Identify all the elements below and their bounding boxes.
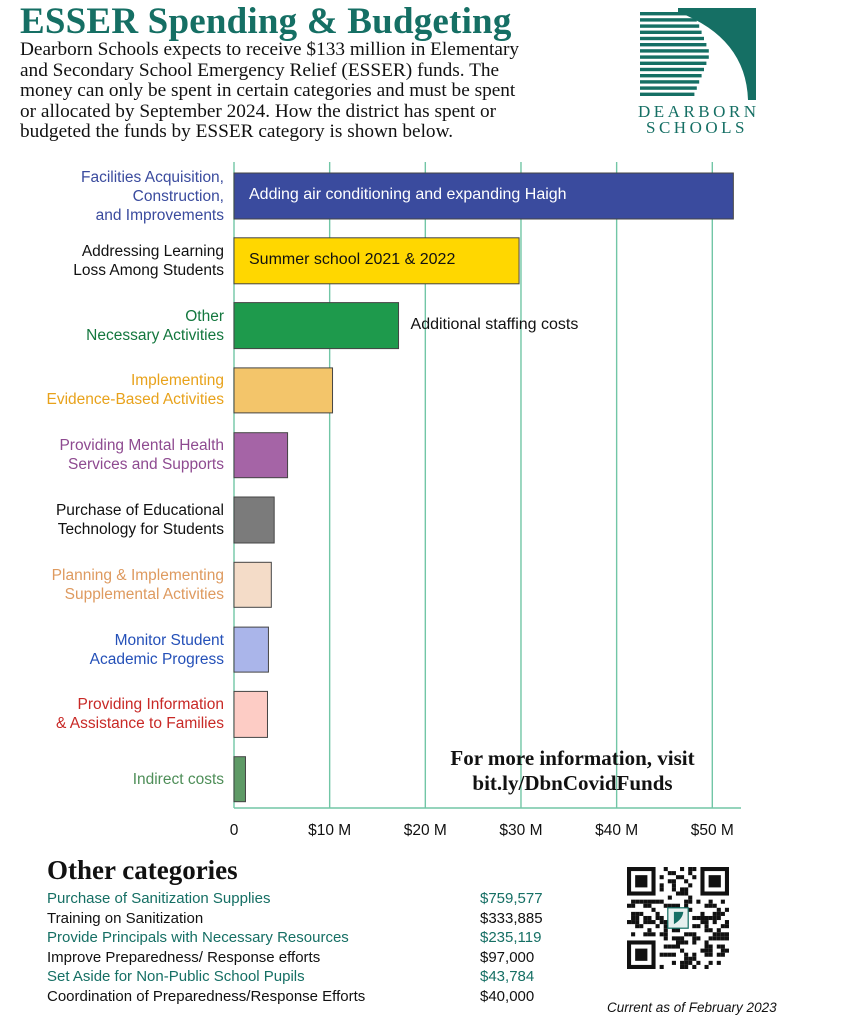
other-category-row <box>47 929 587 948</box>
qr-module <box>688 900 692 904</box>
qr-module <box>676 904 680 908</box>
qr-module <box>651 908 655 912</box>
qr-module <box>700 912 704 916</box>
category-label: Other <box>185 307 224 325</box>
qr-module <box>709 945 713 949</box>
qr-module <box>709 904 713 908</box>
qr-module <box>705 965 709 969</box>
qr-module <box>664 932 668 936</box>
qr-module <box>700 920 704 924</box>
qr-module <box>680 867 684 871</box>
category-label: & Assistance to Families <box>56 715 224 733</box>
bar <box>234 303 399 349</box>
qr-module <box>631 904 635 908</box>
x-tick-label: $10 M <box>308 822 352 839</box>
qr-module <box>672 953 676 957</box>
more-info <box>400 746 745 796</box>
other-category-amount: $43,784 <box>480 968 535 985</box>
category-label: Planning & Implementing <box>51 566 224 584</box>
category-label: Necessary Activities <box>86 326 224 344</box>
qr-module <box>725 924 729 928</box>
qr-module <box>639 900 643 904</box>
other-category-amount: $40,000 <box>480 987 535 1005</box>
qr-module <box>692 957 696 961</box>
category-label: Providing Mental Health <box>59 437 224 455</box>
qr-module <box>721 936 725 940</box>
bar-annotation: Adding air conditioning and expanding Haigh <box>249 186 567 203</box>
qr-module <box>647 932 651 936</box>
other-category-name: Provide Principals with Necessary Resources <box>47 929 349 946</box>
logo-stripe <box>640 68 704 71</box>
category-label: Addressing Learning <box>81 242 224 260</box>
qr-module <box>709 900 713 904</box>
qr-module <box>684 965 688 969</box>
qr-module <box>660 916 664 920</box>
qr-module <box>651 932 655 936</box>
qr-module <box>676 875 680 879</box>
logo-stripe <box>640 49 709 52</box>
current-as-of: Current as of February 2023 <box>607 1000 777 1015</box>
qr-module <box>692 924 696 928</box>
qr-module <box>643 904 647 908</box>
qr-module <box>660 875 664 879</box>
qr-module <box>672 883 676 887</box>
other-category-amount: $333,885 <box>480 909 543 927</box>
qr-module <box>672 887 676 891</box>
qr-module <box>688 957 692 961</box>
qr-module <box>717 936 721 940</box>
qr-module <box>680 961 684 965</box>
qr-module <box>709 949 713 953</box>
qr-module <box>664 904 668 908</box>
qr-module <box>651 920 655 924</box>
qr-module <box>705 920 709 924</box>
qr-module <box>692 916 696 920</box>
qr-module <box>643 916 647 920</box>
x-tick-label: $50 M <box>690 822 734 839</box>
qr-module <box>705 949 709 953</box>
other-category-name: Training on Sanitization <box>47 909 204 927</box>
category-label: Supplemental Activities <box>64 585 224 603</box>
other-category-amount: $97,000 <box>480 948 535 966</box>
other-category-row <box>47 949 587 968</box>
other-category-amount: $759,577 <box>480 890 543 907</box>
qr-module <box>692 867 696 871</box>
qr-module <box>631 916 635 920</box>
qr-module <box>700 916 704 920</box>
bar-annotation: Additional staffing costs <box>410 315 579 333</box>
qr-module <box>635 900 639 904</box>
logo-text-schools: SCHOOLS <box>646 118 748 137</box>
x-tick-label: 0 <box>229 822 239 839</box>
category-label: Purchase of Educational <box>55 502 224 519</box>
qr-finder-core <box>709 875 721 887</box>
qr-module <box>664 953 668 957</box>
bar <box>234 757 245 802</box>
page-title: ESSER Spending & Budgeting <box>20 1 512 42</box>
qr-module <box>639 912 643 916</box>
qr-module <box>660 965 664 969</box>
bar <box>234 433 288 478</box>
qr-module <box>692 953 696 957</box>
qr-module <box>676 891 680 895</box>
qr-module <box>631 912 635 916</box>
logo-stripe <box>640 24 699 27</box>
category-label: Providing Information <box>77 696 224 714</box>
bar <box>234 497 274 543</box>
qr-module <box>672 945 676 949</box>
qr-module <box>660 932 664 936</box>
qr-module <box>672 928 676 932</box>
qr-module <box>709 953 713 957</box>
other-category-amount: $235,119 <box>480 929 542 946</box>
category-label: Services and Supports <box>68 456 224 474</box>
intro-paragraph <box>20 40 620 143</box>
qr-module <box>660 953 664 957</box>
qr-module <box>680 875 684 879</box>
qr-module <box>713 932 717 936</box>
logo-text-dearborn: DEARBORN <box>638 102 760 121</box>
logo-stripe <box>640 86 697 89</box>
intro-line: or allocated by September 2024. How the district has spent or <box>20 100 497 122</box>
qr-module <box>676 945 680 949</box>
qr-module <box>692 936 696 940</box>
qr-module <box>717 932 721 936</box>
qr-module <box>660 887 664 891</box>
qr-module <box>635 912 639 916</box>
qr-module <box>631 900 635 904</box>
qr-module <box>684 904 688 908</box>
qr-module <box>643 932 647 936</box>
qr-module <box>721 900 725 904</box>
qr-module <box>696 936 700 940</box>
qr-module <box>660 900 664 904</box>
qr-module <box>676 928 680 932</box>
qr-module <box>725 932 729 936</box>
qr-module <box>643 900 647 904</box>
other-category-name: Improve Preparedness/ Response efforts <box>47 948 321 966</box>
qr-module <box>709 916 713 920</box>
qr-module <box>717 908 721 912</box>
qr-module <box>647 920 651 924</box>
qr-module <box>680 940 684 944</box>
qr-module <box>696 900 700 904</box>
qr-module <box>672 871 676 875</box>
intro-line: Dearborn Schools expects to receive $133 million in Elementary <box>20 39 520 60</box>
qr-module <box>705 945 709 949</box>
logo-stripe <box>640 31 702 34</box>
category-label: Facilities Acquisition, <box>80 168 224 186</box>
qr-module <box>627 904 631 908</box>
logo-stripe <box>640 93 694 96</box>
qr-module <box>631 932 635 936</box>
qr-module <box>647 904 651 908</box>
qr-module <box>668 953 672 957</box>
category-label: Construction, <box>132 187 224 205</box>
qr-module <box>700 949 704 953</box>
other-category-row <box>47 890 587 909</box>
qr-module <box>696 924 700 928</box>
qr-module <box>692 965 696 969</box>
qr-module <box>684 961 688 965</box>
bar <box>234 562 271 607</box>
qr-finder-core <box>635 949 647 961</box>
category-label: Indirect costs <box>132 770 224 788</box>
qr-module <box>713 920 717 924</box>
other-category-name: Purchase of Sanitization Supplies <box>47 890 271 907</box>
qr-module <box>664 920 668 924</box>
qr-module <box>713 904 717 908</box>
qr-module <box>647 900 651 904</box>
qr-module <box>721 945 725 949</box>
category-label: Academic Progress <box>89 650 224 668</box>
qr-module <box>672 936 676 940</box>
qr-module <box>672 961 676 965</box>
logo-stripe <box>640 43 706 46</box>
qr-module <box>647 928 651 932</box>
qr-module <box>721 949 725 953</box>
qr-module <box>684 953 688 957</box>
qr-module <box>684 891 688 895</box>
qr-module <box>688 908 692 912</box>
qr-module <box>705 916 709 920</box>
logo-stripe <box>640 37 704 40</box>
intro-line: budgeted the funds by ESSER category is shown below. <box>20 121 454 142</box>
category-label: Technology for Students <box>57 521 224 538</box>
qr-module <box>664 924 668 928</box>
qr-module <box>656 912 660 916</box>
qr-module <box>692 940 696 944</box>
qr-module <box>705 904 709 908</box>
qr-module <box>688 883 692 887</box>
qr-module <box>660 920 664 924</box>
qr-module <box>680 936 684 940</box>
qr-module <box>680 887 684 891</box>
qr-module <box>631 920 635 924</box>
qr-module <box>656 916 660 920</box>
x-tick-label: $30 M <box>499 822 543 839</box>
x-tick-label: $20 M <box>403 822 447 839</box>
bar <box>234 368 333 413</box>
qr-module <box>664 928 668 932</box>
qr-module <box>705 940 709 944</box>
qr-module <box>688 871 692 875</box>
bar-annotation: Summer school 2021 & 2022 <box>249 250 456 268</box>
x-tick-label: $40 M <box>595 822 639 839</box>
other-category-row <box>47 968 587 987</box>
logo-stripe <box>640 55 709 58</box>
category-label: Evidence-Based Activities <box>46 391 224 409</box>
bar <box>234 691 267 737</box>
intro-line: and Secondary School Emergency Relief (ESSER) funds. The <box>20 59 500 81</box>
qr-module <box>676 936 680 940</box>
qr-module <box>717 916 721 920</box>
qr-module <box>672 879 676 883</box>
qr-module <box>684 900 688 904</box>
qr-module <box>684 940 688 944</box>
qr-module <box>692 932 696 936</box>
logo-stripe <box>640 62 706 65</box>
qr-module <box>709 961 713 965</box>
qr-module <box>709 928 713 932</box>
qr-module <box>705 924 709 928</box>
qr-finder-core <box>635 875 647 887</box>
qr-module <box>696 961 700 965</box>
qr-module <box>688 932 692 936</box>
qr-module <box>713 936 717 940</box>
qr-module <box>676 940 680 944</box>
more-info-link[interactable]: bit.ly/DbnCovidFunds <box>472 771 673 795</box>
qr-module <box>635 916 639 920</box>
qr-module <box>664 867 668 871</box>
qr-module <box>725 920 729 924</box>
qr-module <box>717 928 721 932</box>
qr-module <box>668 945 672 949</box>
qr-module <box>721 912 725 916</box>
other-category-row <box>47 988 587 1007</box>
qr-module <box>725 908 729 912</box>
other-categories-heading: Other categories <box>47 855 238 885</box>
qr-module <box>684 957 688 961</box>
qr-module <box>680 965 684 969</box>
qr-module <box>647 916 651 920</box>
logo-stripes <box>640 12 709 96</box>
qr-module <box>668 896 672 900</box>
logo-stripe <box>640 74 702 77</box>
qr-module <box>668 904 672 908</box>
logo-stripe <box>640 18 697 21</box>
qr-module <box>664 945 668 949</box>
qr-module <box>656 900 660 904</box>
qr-code-icon[interactable] <box>627 867 729 969</box>
qr-module <box>635 920 639 924</box>
qr-module <box>713 912 717 916</box>
qr-module <box>688 867 692 871</box>
qr-module <box>709 936 713 940</box>
category-label: Monitor Student <box>114 631 224 649</box>
qr-module <box>721 932 725 936</box>
qr-module <box>717 912 721 916</box>
category-label: Loss Among Students <box>73 261 224 279</box>
qr-module <box>721 924 725 928</box>
qr-module <box>627 920 631 924</box>
qr-module <box>717 953 721 957</box>
other-category-row <box>47 910 587 929</box>
qr-module <box>668 879 672 883</box>
more-info-text: For more information, visit <box>450 746 695 770</box>
qr-module <box>717 961 721 965</box>
qr-module <box>705 953 709 957</box>
qr-module <box>639 924 643 928</box>
qr-module <box>672 904 676 908</box>
qr-module <box>680 949 684 953</box>
qr-module <box>688 961 692 965</box>
logo-stripe <box>640 80 699 83</box>
qr-module <box>643 920 647 924</box>
qr-module <box>651 900 655 904</box>
intro-line: money can only be spent in certain categories and must be spent <box>20 80 516 101</box>
qr-module <box>660 883 664 887</box>
qr-module <box>668 871 672 875</box>
qr-module <box>656 924 660 928</box>
qr-module <box>692 875 696 879</box>
logo-arc <box>678 8 756 100</box>
qr-module <box>725 949 729 953</box>
category-label: Implementing <box>130 372 224 390</box>
qr-module <box>713 916 717 920</box>
qr-module <box>684 879 688 883</box>
qr-module <box>684 887 688 891</box>
qr-module <box>680 891 684 895</box>
qr-module <box>688 896 692 900</box>
other-category-name: Set Aside for Non-Public School Pupils <box>47 968 305 985</box>
category-label: and Improvements <box>95 206 224 224</box>
qr-module <box>725 936 729 940</box>
qr-module <box>684 932 688 936</box>
qr-module <box>721 953 725 957</box>
other-category-name: Coordination of Preparedness/Response Efforts <box>47 987 366 1005</box>
bar <box>234 627 268 672</box>
qr-module <box>696 916 700 920</box>
qr-module <box>635 924 639 928</box>
qr-module <box>717 945 721 949</box>
qr-module <box>705 928 709 932</box>
qr-module <box>664 936 668 940</box>
